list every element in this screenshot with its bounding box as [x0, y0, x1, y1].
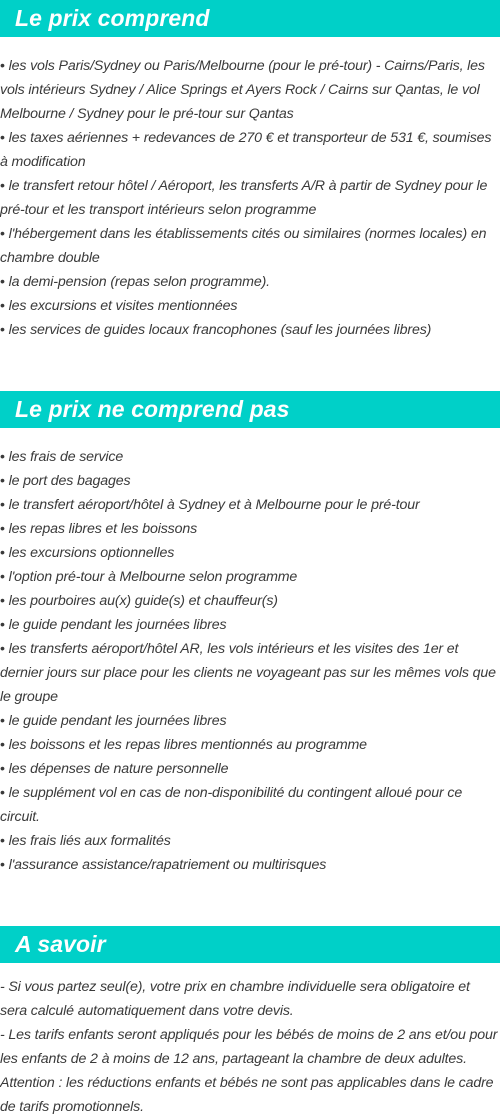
list-item: • les vols Paris/Sydney ou Paris/Melbourne (pour le pré-tour) - Cairns/Paris, les vols intérieurs Sydney / Alice Springs et Ayers Rock / Cairns sur Qantas, le vol Melbourne / Sydney pour le pré-tour sur Qantas — [0, 58, 485, 122]
list-item: • les excursions et visites mentionnées — [0, 298, 238, 314]
list-item: • les repas libres et les boissons — [0, 521, 198, 537]
bullet-icon: • — [0, 569, 5, 585]
list-item: • les frais de service — [0, 449, 124, 465]
list-item: • le supplément vol en cas de non-disponibilité du contingent alloué pour ce circuit. — [0, 785, 463, 825]
bullet-icon: • — [0, 322, 5, 338]
bullet-icon: • — [0, 226, 5, 242]
list-item: • la demi-pension (repas selon programme). — [0, 274, 270, 290]
bullet-icon: • — [0, 761, 5, 777]
bullet-icon: • — [0, 178, 5, 194]
bullet-icon: • — [0, 641, 5, 657]
list-item: • les excursions optionnelles — [0, 545, 175, 561]
list-item: • le port des bagages — [0, 473, 131, 489]
section-price-excludes — [0, 391, 500, 877]
list-item: • les taxes aériennes + redevances de 270 € et transporteur de 531 €, soumises à modification — [0, 130, 492, 170]
bullet-icon: • — [0, 130, 5, 146]
list-item: • le transfert aéroport/hôtel à Sydney et à Melbourne pour le pré-tour — [0, 497, 420, 513]
section-title: Le prix comprend — [15, 5, 210, 31]
bullet-icon: • — [0, 545, 5, 561]
info-paragraph: - Si vous partez seul(e), votre prix en chambre individuelle sera obligatoire et sera calculé automatiquement dans votre devis. — [0, 979, 470, 1019]
bullet-icon: • — [0, 713, 5, 729]
list-item: • l'option pré-tour à Melbourne selon programme — [0, 569, 298, 585]
section-good-to-know — [0, 926, 500, 1119]
section-header — [0, 926, 500, 963]
list-item: • les pourboires au(x) guide(s) et chauffeur(s) — [0, 593, 278, 609]
section-title: Le prix ne comprend pas — [15, 396, 290, 422]
list-item: • les frais liés aux formalités — [0, 833, 171, 849]
list-item: • les dépenses de nature personnelle — [0, 761, 229, 777]
section-content — [0, 963, 500, 1119]
section-header — [0, 391, 500, 428]
bullet-icon: • — [0, 521, 5, 537]
bullet-icon: • — [0, 593, 5, 609]
bullet-icon: • — [0, 833, 5, 849]
bullet-icon: • — [0, 497, 5, 513]
bullet-icon: • — [0, 473, 5, 489]
list-item: • l'hébergement dans les établissements cités ou similaires (normes locales) en chambre double — [0, 226, 487, 266]
list-item: • les boissons et les repas libres mentionnés au programme — [0, 737, 367, 753]
bullet-icon: • — [0, 737, 5, 753]
info-paragraph: Attention : les réductions enfants et bébés ne sont pas applicables dans le cadre de tarifs promotionnels. — [0, 1075, 494, 1115]
list-item: • les services de guides locaux francophones (sauf les journées libres) — [0, 322, 432, 338]
bullet-icon: • — [0, 857, 5, 873]
bullet-icon: • — [0, 58, 5, 74]
includes-list — [0, 54, 500, 342]
section-header — [0, 0, 500, 37]
bullet-icon: • — [0, 785, 5, 801]
section-title: A savoir — [15, 931, 106, 957]
list-item: • les transferts aéroport/hôtel AR, les vols intérieurs et les visites des 1er et dernier jours sur place pour les clients ne voyageant pas sur les mêmes vols que le groupe — [0, 641, 496, 705]
section-content — [0, 428, 500, 877]
list-item: • le guide pendant les journées libres — [0, 713, 227, 729]
bullet-icon: • — [0, 617, 5, 633]
list-item: • le transfert retour hôtel / Aéroport, les transferts A/R à partir de Sydney pour le pré-tour et les transport intérieurs selon programme — [0, 178, 488, 218]
bullet-icon: • — [0, 274, 5, 290]
section-content — [0, 37, 500, 342]
list-item: • le guide pendant les journées libres — [0, 617, 227, 633]
info-paragraph: - Les tarifs enfants seront appliqués pour les bébés de moins de 2 ans et/ou pour les enfants de 2 à moins de 12 ans, partageant la chambre de deux adultes. — [0, 1027, 498, 1067]
bullet-icon: • — [0, 298, 5, 314]
section-price-includes — [0, 0, 500, 342]
list-item: • l'assurance assistance/rapatriement ou multirisques — [0, 857, 327, 873]
bullet-icon: • — [0, 449, 5, 465]
excludes-list — [0, 445, 500, 877]
